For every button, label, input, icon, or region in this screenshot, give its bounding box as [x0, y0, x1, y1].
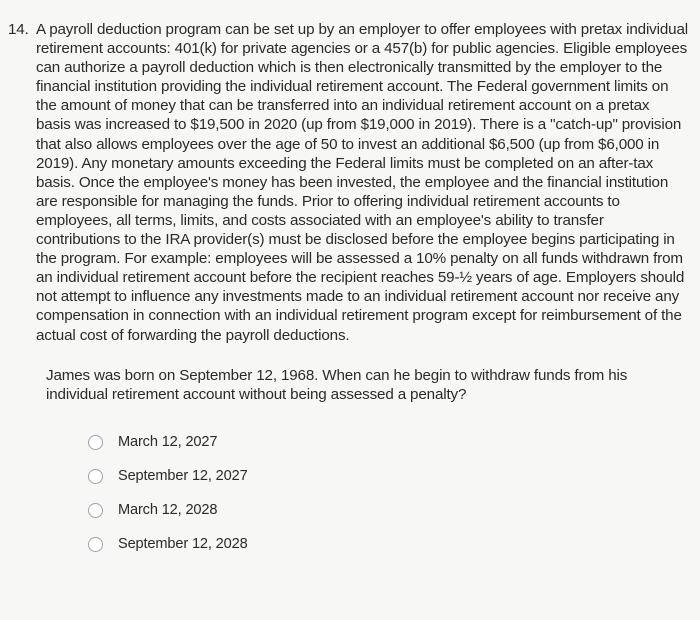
answer-option-1[interactable] — [88, 426, 688, 460]
answer-option-label: March 12, 2028 — [118, 502, 218, 519]
answer-option-2[interactable] — [88, 460, 688, 494]
question-prompt: James was born on September 12, 1968. When can he begin to withdraw funds from his individual retirement account without being assessed a penalty? — [46, 366, 628, 403]
answer-option-label: March 12, 2027 — [118, 434, 218, 451]
radio-button[interactable] — [88, 435, 103, 450]
question-14 — [8, 20, 688, 562]
answer-option-label: September 12, 2027 — [118, 468, 248, 485]
answer-option-label: September 12, 2028 — [118, 536, 248, 553]
radio-button[interactable] — [88, 469, 103, 484]
answer-option-4[interactable] — [88, 528, 688, 562]
answer-option-3[interactable] — [88, 494, 688, 528]
answer-options — [88, 426, 688, 562]
question-body — [36, 20, 688, 562]
radio-button[interactable] — [88, 537, 103, 552]
question-number: 14. — [8, 21, 29, 38]
radio-button[interactable] — [88, 503, 103, 518]
question-passage: A payroll deduction program can be set up by an employer to offer employees with pretax individual retirement accounts: 401(k) for private agencies or a 457(b) for public agencies. Eligible employees can authorize a payroll deduction which is then electronically transmitted by the employer to the financial institution providing the individual retirement account. The Federal government limits on the amount of money that can be transferred into an individual retirement account on a pretax basis was increased to $19,500 in 2020 (up from $19,000 in 2019). There is a "catch-up" provision that also allows employees over the age of 50 to invest an additional $6,500 (up from $6,000 in 2019). Any monetary amounts exceeding the Federal limits must be completed on an after-tax basis. Once the employee's money has been invested, the employee and the financial institution are responsible for managing the funds. Prior to offering individual retirement accounts to employees, all terms, limits, and costs associated with an employee's ability to transfer contributions to the IRA provider(s) must be disclosed before the employee begins participating in the program. For example: employees will be assessed a 10% penalty on all funds withdrawn from an individual retirement account before the recipient reaches 59-½ years of age. Employers should not attempt to influence any investments made to an individual retirement account nor receive any compensation in connection with an individual retirement program except for reimbursement of the actual cost of forwarding the payroll deductions. — [36, 21, 688, 344]
